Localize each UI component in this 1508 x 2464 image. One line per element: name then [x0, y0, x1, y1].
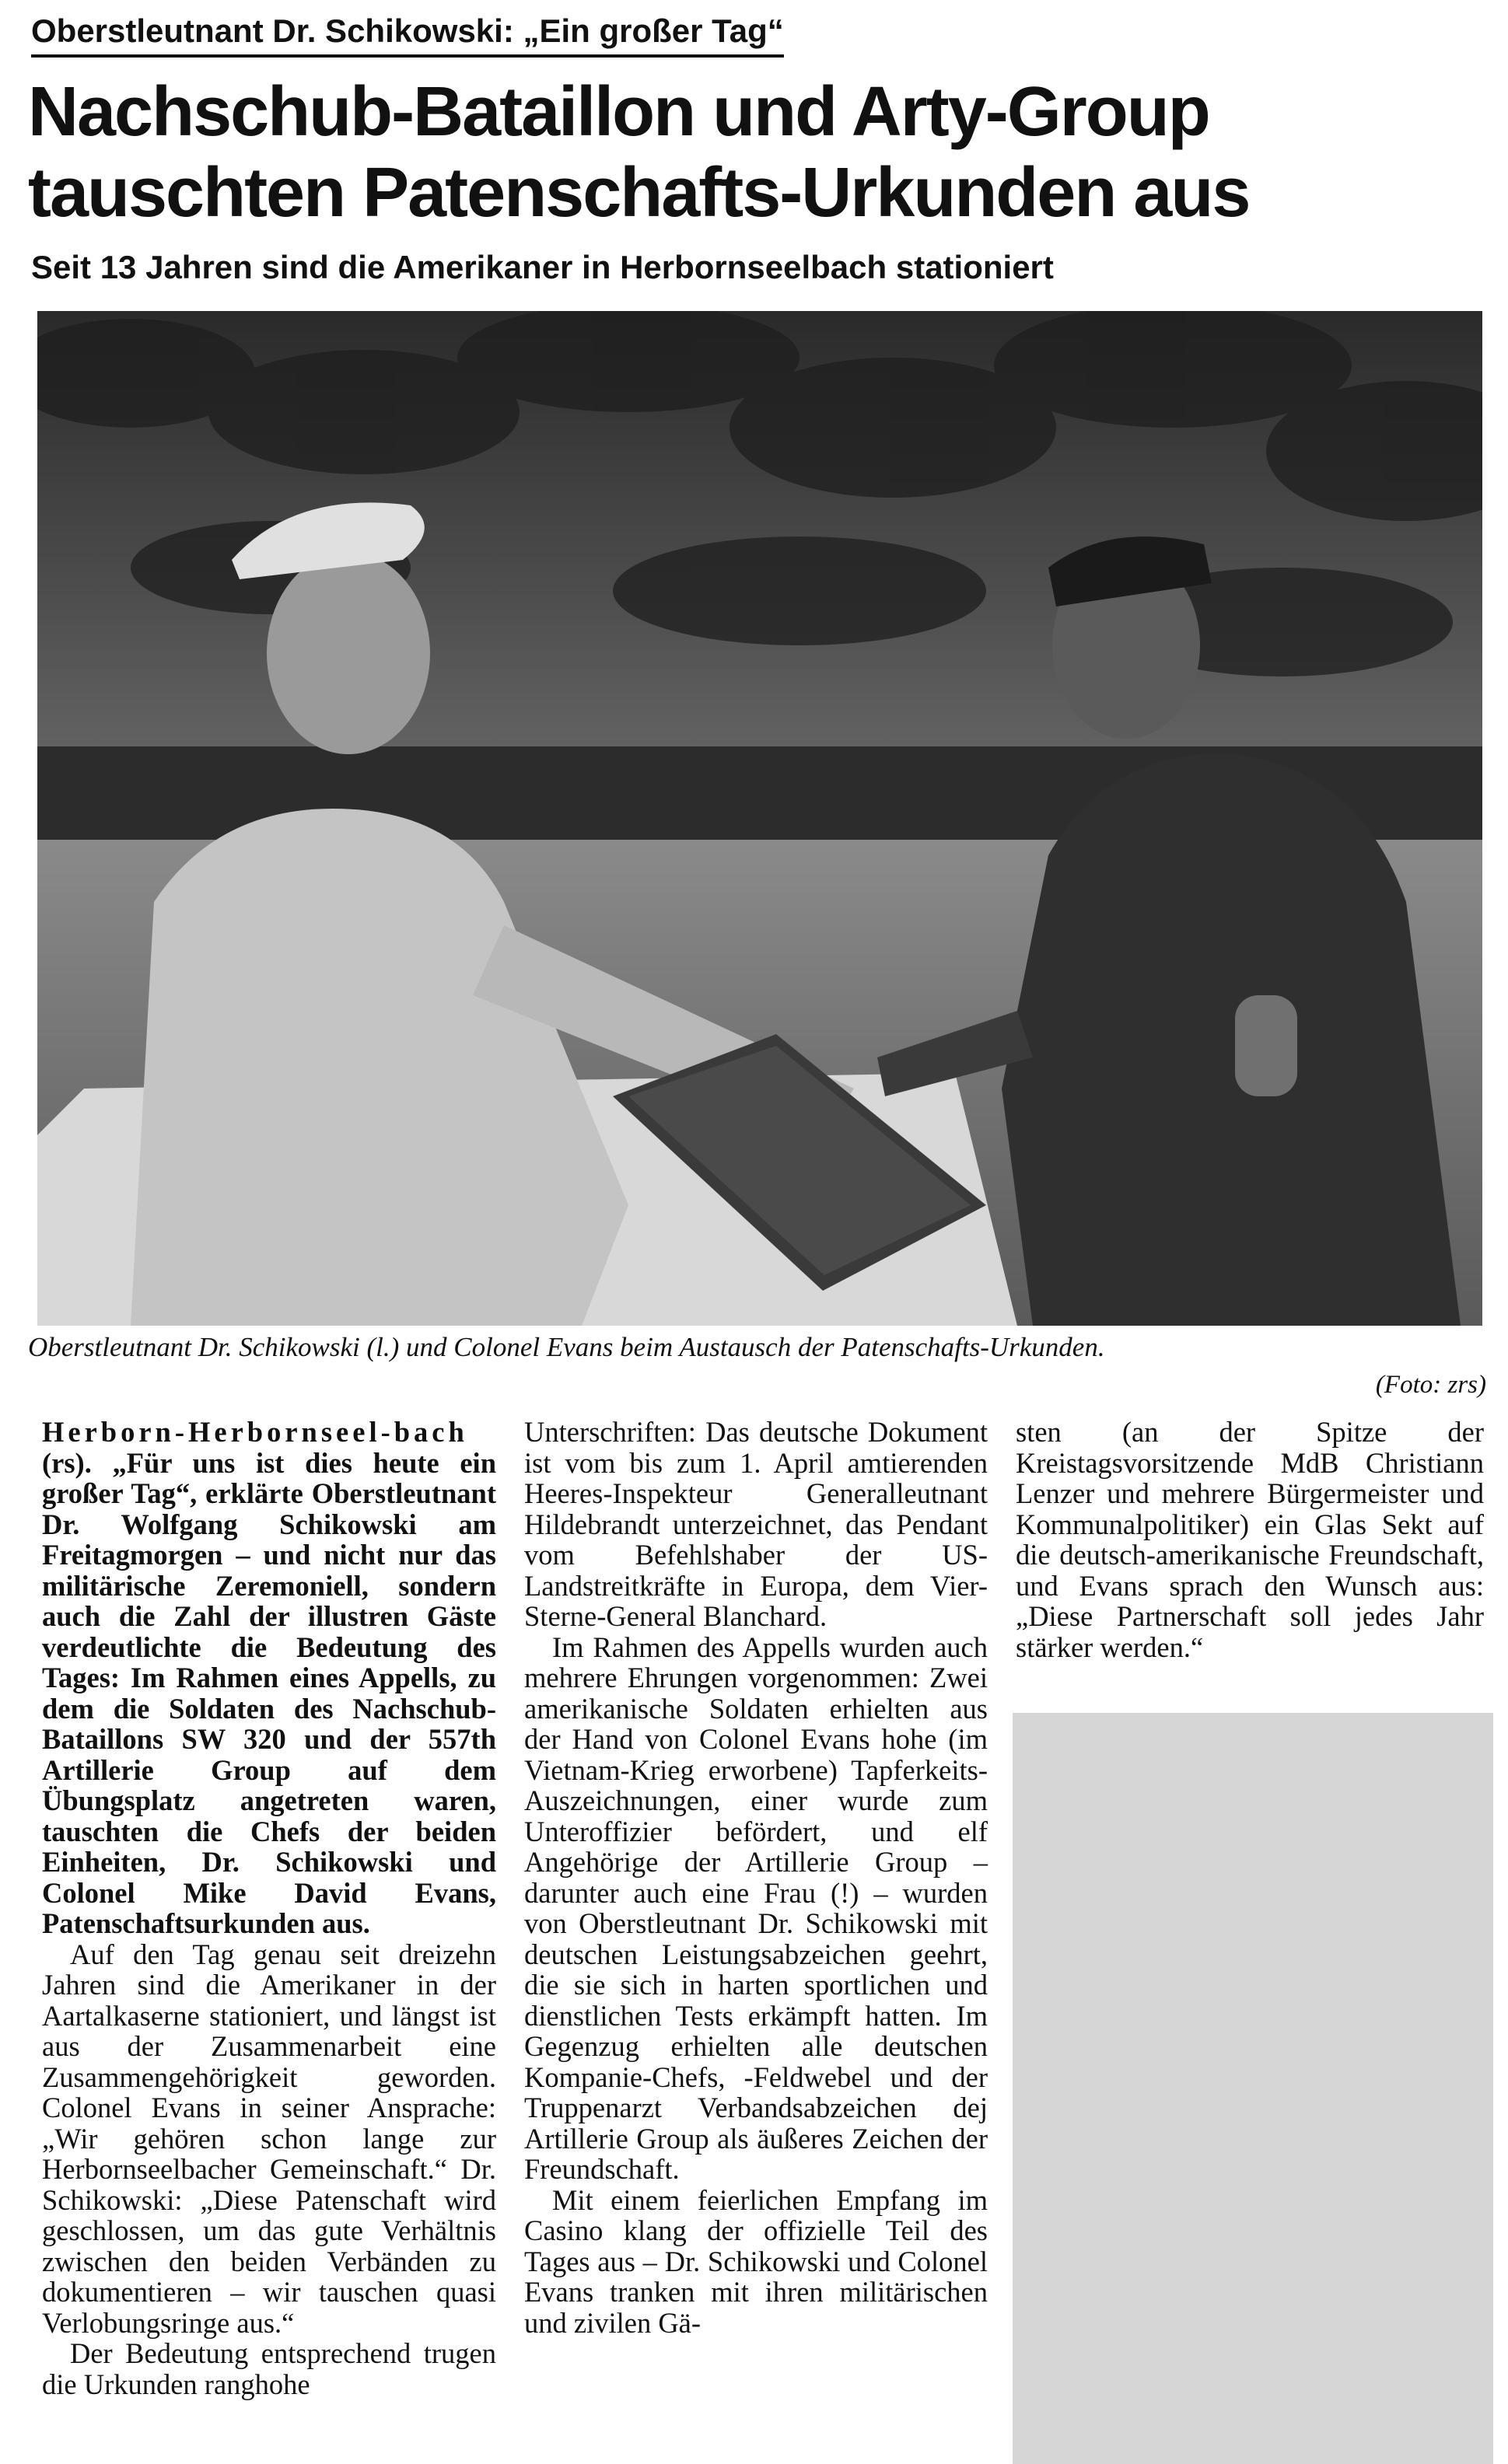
article-kicker: Oberstleutnant Dr. Schikowski: „Ein großer Tag“	[31, 11, 784, 58]
body-paragraph: sten (an der Spitze der Kreistagsvorsitzende MdB Christiann Lenzer und mehrere Bürgermeister und Kommunalpolitiker) ein Glas Sekt auf die deutsch-amerikanische Freundschaft, und Evans sprach den Wunsch aus: „Diese Partnerschaft soll jedes Jahr stärker werden.“	[1016, 1416, 1484, 1663]
article-column-3	[1016, 1417, 1484, 1662]
body-paragraph: Im Rahmen des Appells wurden auch mehrere Ehrungen vorgenommen: Zwei amerikanische Soldaten erhielten aus der Hand von Colonel Evans hohe (im Vietnam-Krieg erworbene) Tapferkeits-Auszeichnungen, einer wurde zum Unteroffizier befördert, und elf Angehörige der Artillerie Group – darunter auch eine Frau (!) – wurden von Oberstleutnant Dr. Schikowski mit deutschen Leistungsabzeichen geehrt, die sie sich in harten sportlichen und dienstlichen Tests erkämpft hatten. Im Gegenzug erhielten alle deutschen Kompanie-Chefs, -Feldwebel und der Truppenarzt Verbandsabzeichen dej Artillerie Group als äußeres Zeichen der Freundschaft.	[524, 1630, 988, 2185]
headline-line-1: Nachschub-Bataillon und Arty-Group	[28, 73, 1209, 151]
lead-paragraph	[42, 1417, 496, 1939]
article-headline	[28, 72, 1475, 233]
article-column-2	[524, 1417, 988, 2338]
photo-credit: (Foto: zrs)	[1375, 1371, 1486, 1399]
article-subheadline: Seit 13 Jahren sind die Amerikaner in Herbornseelbach stationiert	[31, 249, 1054, 285]
article-column-1	[42, 1417, 496, 2399]
lead-text: (rs). „Für uns ist dies heute ein großer Tag“, erklärte Oberstleutnant Dr. Wolfgang Schikowski am Freitagmorgen – und nicht nur das militärische Zeremoniell, sondern auch die Zahl der illustren Gäste verdeutlichte die Bedeutung des Tages: Im Rahmen eines Appells, zu dem die Soldaten des Nachschub-Bataillons SW 320 und der 557th Artillerie Group auf dem Übungsplatz angetreten waren, tauschten die Chefs der beiden Einheiten, Dr. Schikowski und Colonel Mike David Evans, Patenschaftsurkunden aus.	[42, 1446, 496, 1939]
body-paragraph: Unterschriften: Das deutsche Dokument ist vom bis zum 1. April amtierenden Heeres-Inspekteur Generalleutnant Hildebrandt unterzeichnet, das Pendant vom Befehlshaber der US-Landstreitkräfte in Europa, dem Vier-Sterne-General Blanchard.	[524, 1416, 988, 1632]
body-paragraph: Mit einem feierlichen Empfang im Casino klang der offizielle Teil des Tages aus – Dr. Schikowski und Colonel Evans tranken mit ihren militärischen und zivilen Gä-	[524, 2183, 988, 2339]
body-paragraph: Der Bedeutung entsprechend trugen die Urkunden ranghohe	[42, 2337, 496, 2400]
news-photo	[37, 311, 1482, 1326]
dateline: Herborn-Herbornseel-bach	[42, 1416, 468, 1448]
headline-line-2: tauschten Patenschafts-Urkunden aus	[28, 154, 1250, 232]
redacted-area	[1013, 1713, 1493, 2464]
photo-caption: Oberstleutnant Dr. Schikowski (l.) und Colonel Evans beim Austausch der Patenschafts-Urkunden.	[28, 1332, 1105, 1362]
body-paragraph: Auf den Tag genau seit dreizehn Jahren sind die Amerikaner in der Aartalkaserne stationiert, und längst ist aus der Zusammenarbeit eine Zusammengehörigkeit geworden. Colonel Evans in seiner Ansprache: „Wir gehören schon lange zur Herbornseelbacher Gemeinschaft.“ Dr. Schikowski: „Diese Patenschaft wird geschlossen, um das gute Verhältnis zwischen den beiden Verbänden zu dokumentieren – wir tauschen quasi Verlobungsringe aus.“	[42, 1938, 496, 2339]
